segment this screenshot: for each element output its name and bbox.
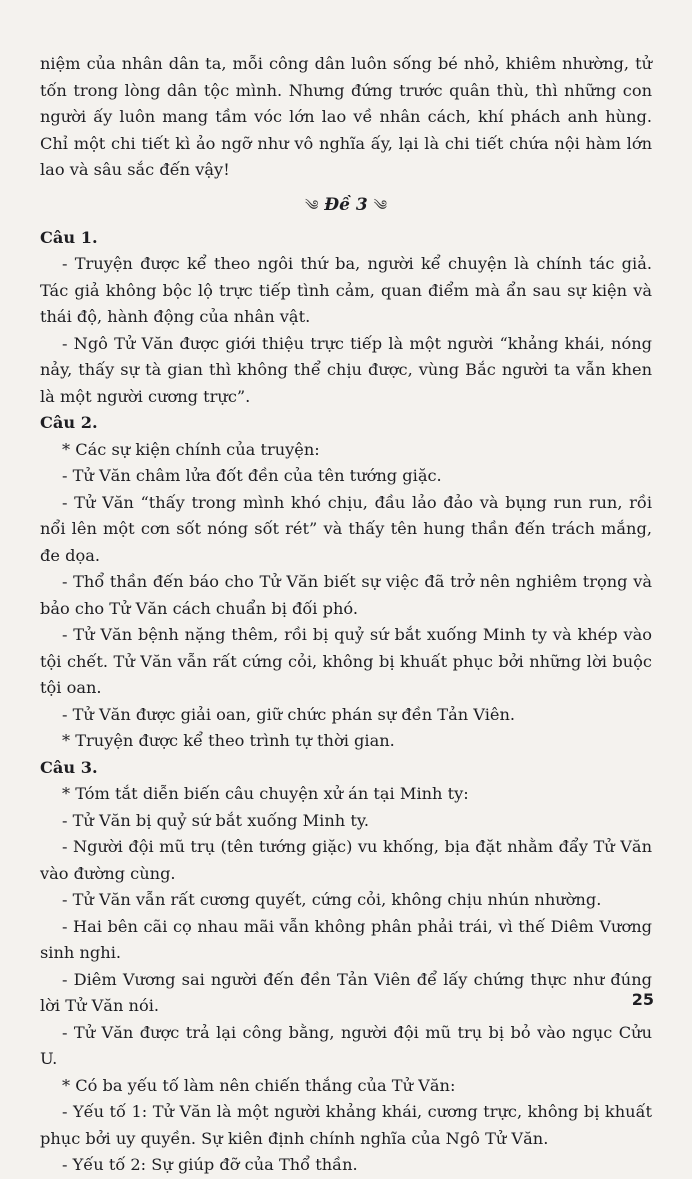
page-number: 25	[631, 990, 654, 1009]
question-1-heading: Câu 1.	[40, 227, 98, 247]
question-2-item: - Tử Văn bệnh nặng thêm, rồi bị quỷ sứ bắt xuống Minh ty và khép vào tội chết. Tử Văn vẫn rất cứng cỏi, không bị khuất phục bởi những lời buộc tội oan.	[40, 625, 652, 697]
question-3-item: - Yếu tố 1: Tử Văn là một người khảng khái, cương trực, không bị khuất phục bởi uy quyền. Sự kiên định chính nghĩa của Ngô Tử Văn.	[40, 1102, 652, 1148]
section-title	[40, 190, 652, 221]
question-3-item: - Tử Văn được trả lại công bằng, người đội mũ trụ bị bỏ vào ngục Cửu U.	[40, 1022, 652, 1068]
question-3-item: - Yếu tố 2: Sự giúp đỡ của Thổ thần.	[62, 1155, 358, 1174]
section-title-text: Đề 3	[324, 194, 368, 215]
question-2-item: * Truyện được kể theo trình tự thời gian.	[62, 731, 395, 750]
question-2-heading: Câu 2.	[40, 413, 98, 432]
question-2-item: - Thổ thần đến báo cho Tử Văn biết sự việc đã trở nên nghiêm trọng và bảo cho Tử Văn cách chuẩn bị đối phó.	[40, 572, 652, 618]
question-2-item: * Các sự kiện chính của truyện:	[62, 439, 320, 459]
question-2-item: - Tử Văn được giải oan, giữ chức phán sự đền Tản Viên.	[62, 704, 516, 724]
ornament-right-icon: ༄	[373, 197, 387, 214]
question-1-paragraph: - Truyện được kể theo ngôi thứ ba, người kể chuyện là chính tác giả. Tác giả không bộc lộ trực tiếp tình cảm, quan điểm mà ẩn sau sự kiện và thái độ, hành động của nhân vật.	[40, 254, 652, 326]
question-3-item: - Tử Văn vẫn rất cương quyết, cứng cỏi, không chịu nhún nhường.	[62, 890, 602, 909]
question-3-item: * Tóm tắt diễn biến câu chuyện xử án tại Minh ty:	[62, 784, 469, 803]
question-3-item: - Người đội mũ trụ (tên tướng giặc) vu khống, bịa đặt nhằm đẩy Tử Văn vào đường cùng.	[40, 837, 652, 883]
question-2-item: - Tử Văn châm lửa đốt đền của tên tướng giặc.	[62, 466, 442, 485]
question-3-heading: Câu 3.	[40, 757, 98, 777]
question-3-item: * Có ba yếu tố làm nên chiến thắng của Tử Văn:	[62, 1075, 456, 1095]
question-2-item: - Tử Văn “thấy trong mình khó chịu, đầu lảo đảo và bụng run run, rồi nổi lên một cơn sốt nóng sốt rét” và thấy tên hung thần đến trách mắng, đe dọa.	[40, 492, 652, 565]
question-3-item: - Diêm Vương sai người đến đền Tản Viên để lấy chứng thực như đúng lời Tử Văn nói.	[40, 969, 652, 1015]
question-3-item: - Tử Văn bị quỷ sứ bắt xuống Minh ty.	[62, 810, 369, 830]
question-3-item: - Hai bên cãi cọ nhau mãi vẫn không phân phải trái, vì thế Diêm Vương sinh nghi.	[40, 916, 652, 962]
ornament-left-icon: ༄	[304, 197, 319, 214]
intro-paragraph: niệm của nhân dân ta, mỗi công dân luôn sống bé nhỏ, khiêm nhường, tử tốn trong lòng dân tộc mình. Nhưng đứng trước quân thù, thì những con người ấy luôn mang tầm vóc lớn lao về nhân cách, khí phách anh hùng. Chỉ một chi tiết kì ảo ngỡ như vô nghĩa ấy, lại là chi tiết chứa nội hàm lớn lao và sâu sắc đến vậy!	[40, 54, 652, 179]
question-1-paragraph: - Ngô Tử Văn được giới thiệu trực tiếp là một người “khảng khái, nóng nảy, thấy sự tà gian thì không thể chịu được, vùng Bắc người ta vẫn khen là một người cương trực”.	[40, 333, 652, 406]
